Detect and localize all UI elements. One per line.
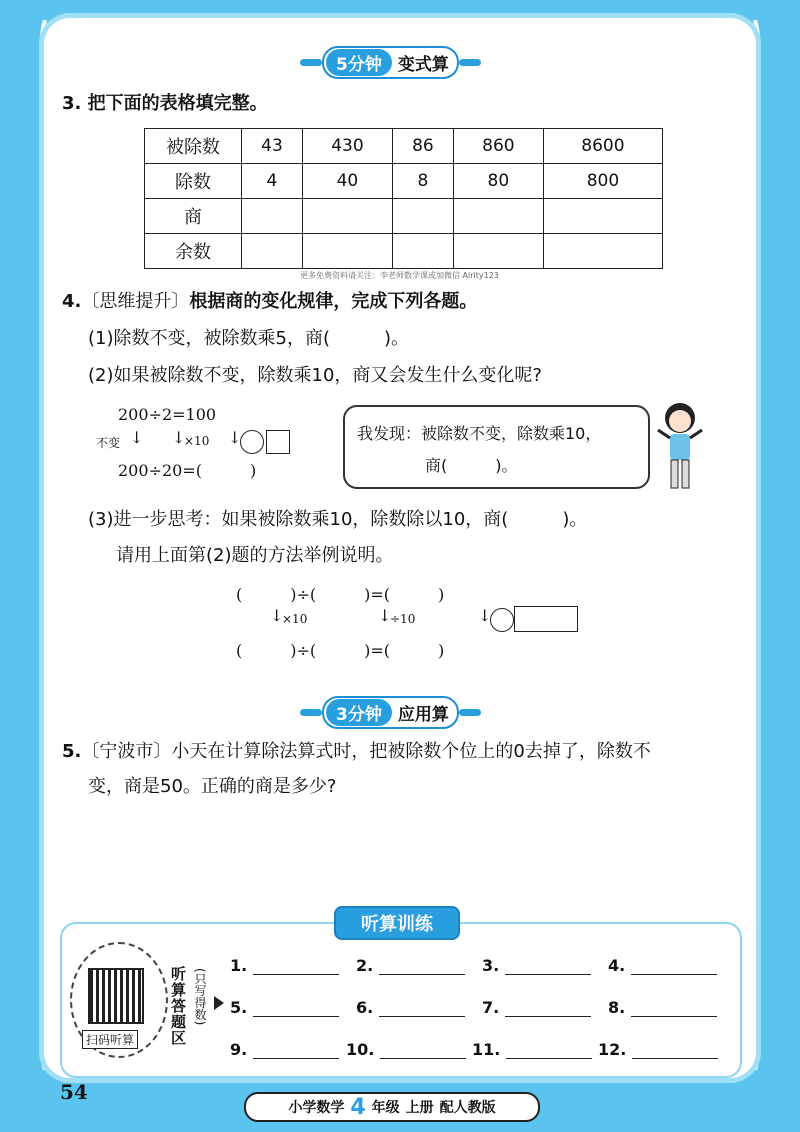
row-label: 余数: [145, 234, 242, 269]
answer-cell[interactable]: [242, 199, 303, 234]
table-row: [145, 234, 663, 269]
table-row: [145, 199, 663, 234]
q4-part3: (3)进一步思考：如果被除数乘10，除数除以10，商( )。: [88, 509, 588, 530]
answer-cell[interactable]: [453, 199, 543, 234]
speech-bubble: [343, 405, 650, 489]
answer-area-note: (只写得数): [193, 968, 207, 1026]
answer-slot[interactable]: 5.: [230, 998, 339, 1017]
student-illustration: [656, 398, 704, 492]
down-arrow-icon: ↓: [172, 428, 186, 447]
answer-slot[interactable]: 10.: [346, 1040, 466, 1059]
answer-slot[interactable]: 1.: [230, 956, 339, 975]
times-ten-label: ×10: [184, 434, 210, 448]
answer-cell[interactable]: [392, 199, 453, 234]
down-arrow-icon: ↓: [378, 606, 392, 625]
footer-volume: 上册: [405, 1100, 434, 1116]
footer-grade: 4: [350, 1094, 366, 1120]
badge-minutes: 5分钟: [326, 49, 392, 76]
section-badge-3min: [300, 696, 481, 729]
answer-slot[interactable]: 4.: [608, 956, 717, 975]
table-cell: 430: [302, 129, 392, 164]
table-cell: 8600: [543, 129, 662, 164]
answer-slot[interactable]: 12.: [598, 1040, 718, 1059]
answer-cell[interactable]: [543, 234, 662, 269]
circle-blank-icon[interactable]: [240, 430, 264, 454]
bubble-line-2: 商( )。: [425, 456, 518, 475]
example-divide-label: ÷10: [390, 612, 416, 626]
book-footer: [244, 1092, 540, 1122]
down-arrow-icon: ↓: [478, 606, 492, 625]
listening-title: 听算训练: [334, 906, 460, 940]
answer-slot[interactable]: 8.: [608, 998, 717, 1017]
footer-edition: 配人教版: [439, 1100, 496, 1116]
table-cell: 800: [543, 164, 662, 199]
down-arrow-icon: ↓: [228, 428, 242, 447]
answer-slot[interactable]: 9.: [230, 1040, 339, 1059]
row-label: 商: [145, 199, 242, 234]
q4-part2: (2)如果被除数不变，除数乘10，商又会发生什么变化呢?: [88, 365, 542, 386]
example-times-label: ×10: [282, 612, 308, 626]
footer-subject: 小学数学: [288, 1100, 345, 1116]
table-cell: 8: [392, 164, 453, 199]
answer-cell[interactable]: [302, 234, 392, 269]
table-cell: 860: [453, 129, 543, 164]
page-number: 54: [60, 1080, 88, 1104]
question-5-line-1: 5.〔宁波市〕小天在计算除法算式时，把被除数个位上的0去掉了，除数不: [62, 741, 651, 762]
answer-cell[interactable]: [302, 199, 392, 234]
table-cell: 40: [302, 164, 392, 199]
answer-slot[interactable]: 6.: [356, 998, 465, 1017]
table-cell: 86: [392, 129, 453, 164]
badge-kind: 应用算: [397, 705, 449, 725]
answer-slot[interactable]: 3.: [482, 956, 591, 975]
question-3-title: 3. 把下面的表格填完整。: [62, 93, 268, 114]
example-row-2: ( )÷( )=( ): [236, 641, 445, 660]
footer-grade-suffix: 年级: [371, 1100, 400, 1116]
row-label: 除数: [145, 164, 242, 199]
unchanged-label: 不变: [96, 436, 121, 450]
square-blank-icon[interactable]: [266, 430, 290, 454]
table-row: [145, 129, 663, 164]
rectangle-blank-icon[interactable]: [514, 606, 578, 632]
answer-slot[interactable]: 7.: [482, 998, 591, 1017]
answer-cell[interactable]: [242, 234, 303, 269]
question-5-line-2: 变，商是50。正确的商是多少?: [88, 776, 337, 797]
answer-area-label: 听算答题区: [169, 966, 187, 1046]
answer-cell[interactable]: [392, 234, 453, 269]
watermark-text: 更多免费资料请关注：李老师数学课或加微信 Airity123: [300, 271, 499, 280]
table-row: [145, 164, 663, 199]
qr-code-icon[interactable]: [88, 968, 144, 1024]
circle-blank-icon[interactable]: [490, 608, 514, 632]
badge-minutes: 3分钟: [326, 699, 392, 726]
answer-cell[interactable]: [543, 199, 662, 234]
bubble-line-1: 我发现：被除数不变，除数乘10，: [357, 424, 602, 443]
table-cell: 4: [242, 164, 303, 199]
play-arrow-icon: [214, 996, 224, 1010]
question-4-title: 4.〔思维提升〕根据商的变化规律，完成下列各题。: [62, 291, 478, 312]
down-arrow-icon: ↓: [270, 606, 284, 625]
answer-cell[interactable]: [453, 234, 543, 269]
equation-2: 200÷20=( ): [118, 461, 257, 480]
table-cell: 80: [453, 164, 543, 199]
q4-part3-instruction: 请用上面第(2)题的方法举例说明。: [116, 545, 394, 566]
badge-kind: 变式算: [397, 55, 449, 75]
section-badge-5min: [300, 46, 481, 79]
table-cell: 43: [242, 129, 303, 164]
example-row-1: ( )÷( )=( ): [236, 585, 445, 604]
q3-table: [144, 128, 663, 269]
row-label: 被除数: [145, 129, 242, 164]
scan-label: 扫码听算: [82, 1030, 138, 1049]
down-arrow-icon: ↓: [130, 428, 144, 447]
answer-slot[interactable]: 2.: [356, 956, 465, 975]
answer-slot[interactable]: 11.: [472, 1040, 592, 1059]
equation-1: 200÷2=100: [118, 405, 217, 424]
q4-part1: (1)除数不变，被除数乘5，商( )。: [88, 328, 409, 349]
